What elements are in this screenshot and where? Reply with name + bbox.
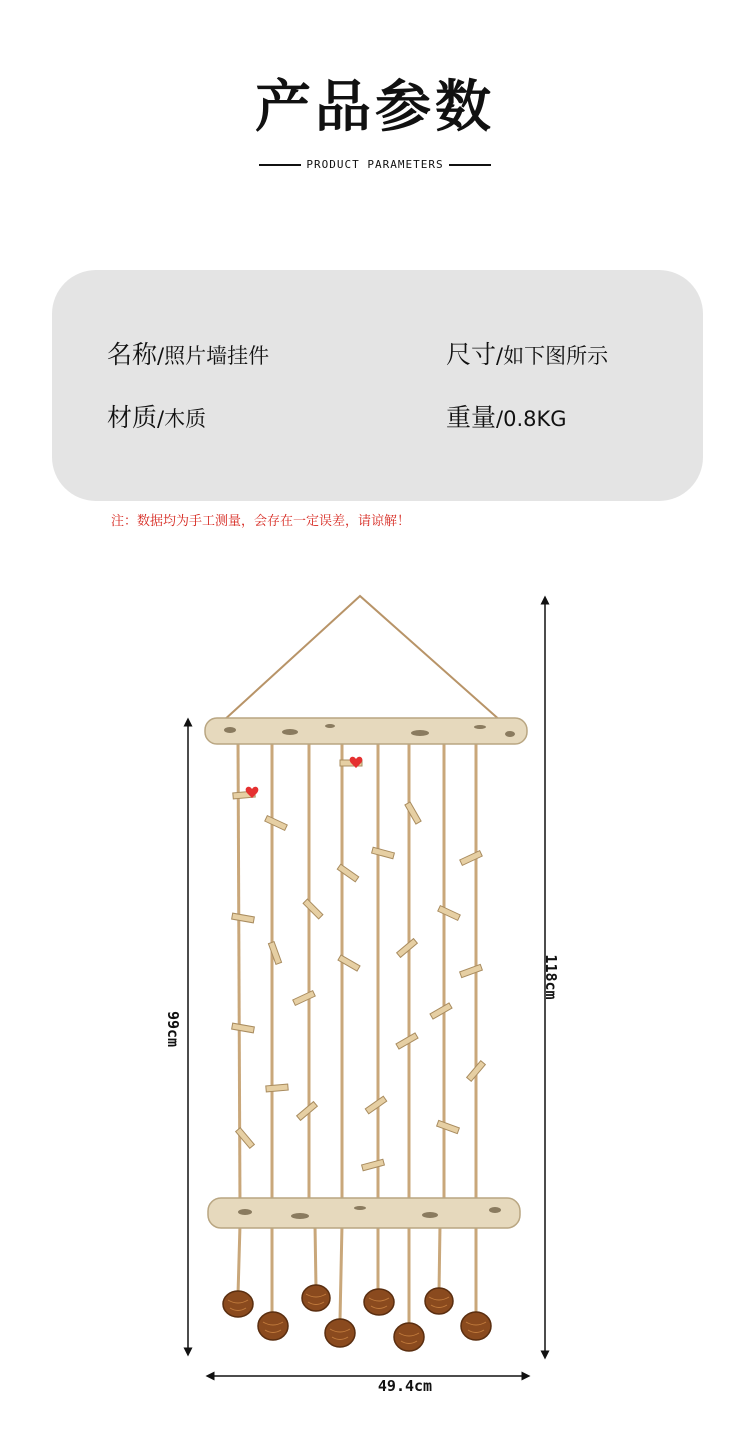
bottom-branch <box>208 1198 520 1228</box>
parameter-card <box>52 270 703 501</box>
twine-strings <box>238 738 476 1325</box>
param-material <box>107 402 206 435</box>
param-value: /如下图所示 <box>496 344 609 368</box>
hanging-rope <box>222 596 502 722</box>
total-height-label: 118cm <box>542 954 560 1000</box>
clothespins <box>232 760 486 1171</box>
page-subtitle: PRODUCT PARAMETERS <box>306 158 444 171</box>
param-value: /0.8KG <box>496 407 567 431</box>
page-title: 产品参数 <box>255 75 495 140</box>
measurement-note: 注：数据均为手工测量，会存在一定误差，请谅解！ <box>111 514 411 529</box>
param-key: 材质 <box>107 403 158 432</box>
param-weight <box>446 402 567 435</box>
param-key: 重量 <box>446 403 497 432</box>
pinecones <box>223 1285 491 1351</box>
top-branch <box>205 718 527 744</box>
param-name <box>107 339 269 372</box>
hanging-height-label: 99cm <box>164 1010 182 1048</box>
width-label: 49.4cm <box>377 1377 433 1395</box>
param-key: 尺寸 <box>446 340 497 369</box>
divider-right <box>449 164 491 166</box>
param-size <box>446 339 608 372</box>
param-value: /木质 <box>157 407 207 431</box>
subtitle-row <box>0 157 750 173</box>
param-value: /照片墙挂件 <box>157 344 270 368</box>
product-photo <box>0 580 750 1400</box>
divider-left <box>259 164 301 166</box>
param-key: 名称 <box>107 340 158 369</box>
